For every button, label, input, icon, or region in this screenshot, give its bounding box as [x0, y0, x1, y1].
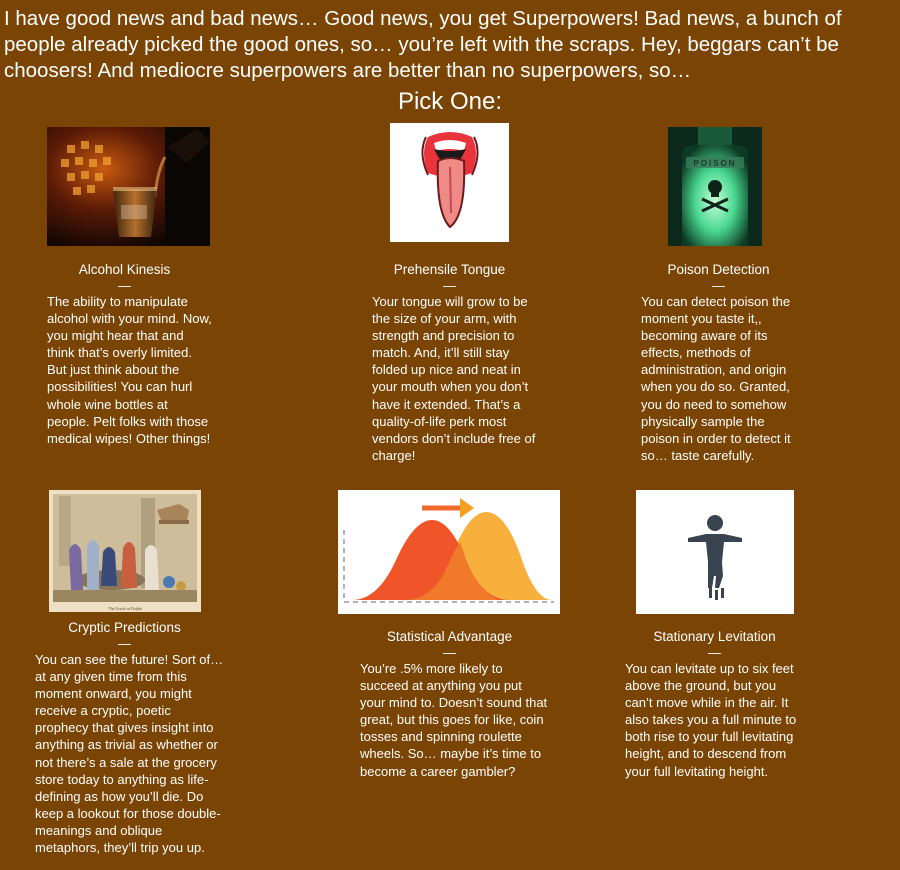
prehensile-tongue-title: Prehensile Tongue [393, 262, 506, 277]
prehensile-tongue-image [390, 123, 509, 242]
prehensile-tongue-separator: — [443, 278, 456, 293]
statistical-advantage-title: Statistical Advantage [386, 629, 513, 644]
statistical-advantage-description: You’re .5% more likely to succeed at anything you put your mind to. Doesn’t sound that great, but this goes for like, coin tosses and spinning roulette wheels. So… maybe it’s time to become a career gambler? [360, 661, 548, 779]
prehensile-tongue-description: Your tongue will grow to be the size of your arm, with strength and precision to match. And, it’ll still stay folded up nice and neat in your mouth when you don’t have it extended. That’s a quality-of-life perk most vendors don’t include free of charge! [372, 294, 536, 463]
stationary-levitation-image [636, 490, 794, 614]
alcohol-kinesis-separator: — [118, 278, 131, 293]
poison-label: POISON [693, 159, 737, 168]
poison-detection-image [668, 127, 762, 246]
cryptic-predictions-image [49, 490, 201, 612]
stationary-levitation-description: You can levitate up to six feet above the ground, but you can’t move while in the air. It also takes you a full minute to both rise to your full levitating height, and to descend from your full levitating height. [625, 661, 797, 779]
cryptic-predictions-separator: — [118, 636, 131, 651]
cryptic-predictions-description: You can see the future! Sort of… at any given time from this moment onward, you might receive a cryptic, poetic prophecy that gives insight into anything as trivial as whether or not there’s a sale at the grocery store today to anything as life-defining as how you’ll die. Do keep a lookout for those double-meanings and oblique metaphors, they’ll trip you up. [35, 652, 224, 856]
statistical-advantage-image [338, 490, 560, 614]
cryptic-predictions-title: Cryptic Predictions [68, 620, 181, 635]
alcohol-kinesis-image [47, 127, 210, 246]
statistical-advantage-separator: — [443, 645, 456, 660]
poison-detection-description: You can detect poison the moment you taste it,, becoming aware of its effects, methods of administration, and origin when you do so. Granted, you do need to somehow physically sample the poison in order to detect it so… taste carefully. [641, 294, 791, 463]
intro-text: I have good news and bad news… Good news, you get Superpowers! Bad news, a bunch of people already picked the good ones, so… you’re left with the scraps. Hey, beggars can’t be choosers! And mediocre superpowers are better than no superpowers, so… [4, 7, 842, 82]
alcohol-kinesis-description: The ability to manipulate alcohol with your mind. Now, you might hear that and think that’s overly limited. But just think about the possibilities! You can hurl whole wine bottles at people. Pelt folks with those medical wipes! Other things! [47, 294, 212, 446]
cryptic-predictions-image-caption: The Oracle at Delphi [108, 606, 142, 611]
page-heading: Pick One: [397, 88, 503, 115]
poison-detection-separator: — [712, 278, 725, 293]
poison-detection-title: Poison Detection [667, 262, 770, 277]
alcohol-kinesis-title: Alcohol Kinesis [78, 262, 171, 277]
stationary-levitation-title: Stationary Levitation [653, 629, 776, 644]
stationary-levitation-separator: — [708, 645, 721, 660]
